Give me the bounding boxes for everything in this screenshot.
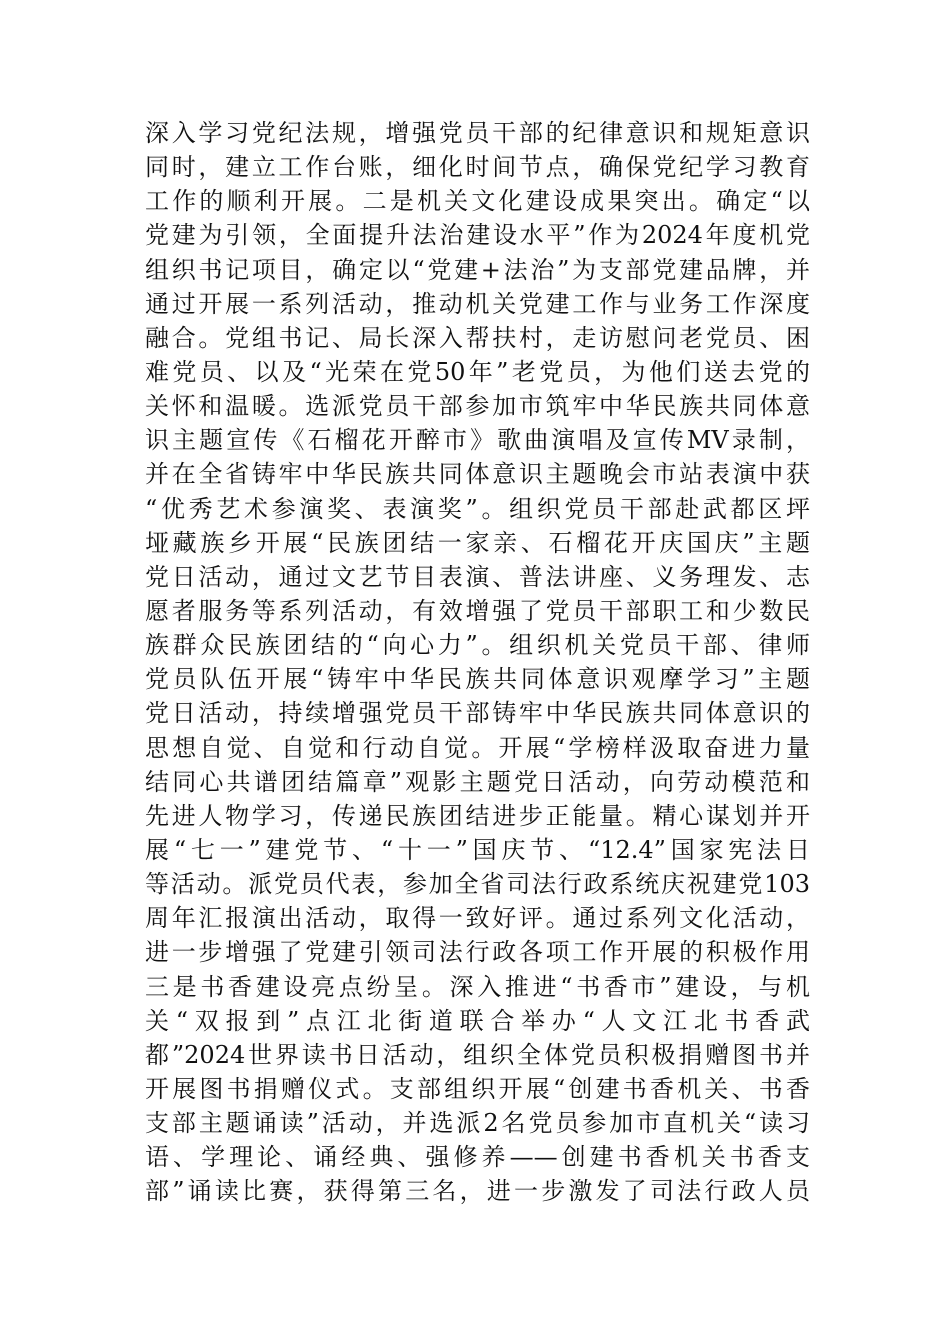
text-line: 愿者服务等系列活动，有效增强了党员干部职工和少数民 — [145, 596, 810, 625]
text-line: “优秀艺术参演奖、表演奖”。组织党员干部赴武都区坪 — [145, 494, 810, 523]
text-line: 三是书香建设亮点纷呈。深入推进“书香市”建设，与机 — [145, 972, 810, 1001]
text-line: 通过开展一系列活动，推动机关党建工作与业务工作深度 — [145, 289, 810, 318]
text-line: 思想自觉、自觉和行动自觉。开展“学榜样汲取奋进力量 — [145, 733, 810, 762]
text-line: 识主题宣传《石榴花开醉市》歌曲演唱及宣传MV录制， — [145, 426, 810, 455]
text-line: 关怀和温暖。选派党员干部参加市筑牢中华民族共同体意 — [145, 392, 810, 421]
text-line: 族群众民族团结的“向心力”。组织机关党员干部、律师 — [145, 631, 810, 660]
text-line: 关“双报到”点江北街道联合举办“人文江北书香武 — [145, 1006, 810, 1035]
text-line: 党员队伍开展“铸牢中华民族共同体意识观摩学习”主题 — [145, 665, 810, 694]
text-line: 先进人物学习，传递民族团结进步正能量。精心谋划并开 — [145, 801, 810, 830]
text-line: 语、学理论、诵经典、强修养——创建书香机关书香支 — [145, 1143, 810, 1172]
text-line: 深入学习党纪法规，增强党员干部的纪律意识和规矩意识 — [145, 119, 810, 147]
text-line: 融合。党组书记、局长深入帮扶村，走访慰问老党员、困 — [145, 323, 810, 352]
text-line: 结同心共谱团结篇章”观影主题党日活动，向劳动模范和 — [145, 767, 810, 796]
text-line: 工作的顺利开展。二是机关文化建设成果突出。确定“以 — [145, 187, 810, 216]
body-paragraph — [145, 116, 810, 1209]
text-line: 等活动。派党员代表，参加全省司法行政系统庆祝建党103 — [145, 870, 810, 899]
text-line: 展“七一”建党节、“十一”国庆节、“12.4”国家宪法日 — [145, 835, 810, 864]
text-line: 组织书记项目，确定以“党建+法治”为支部党建品牌，并 — [145, 255, 810, 284]
text-line: 并在全省铸牢中华民族共同体意识主题晚会市站表演中获 — [145, 460, 810, 489]
text-line: 部”诵读比赛，获得第三名，进一步激发了司法行政人员 — [145, 1177, 810, 1206]
text-line: 支部主题诵读”活动，并选派2名党员参加市直机关“读习 — [145, 1109, 810, 1138]
text-line: 垭藏族乡开展“民族团结一家亲、石榴花开庆国庆”主题 — [145, 528, 810, 557]
text-line: 开展图书捐赠仪式。支部组织开展“创建书香机关、书香 — [145, 1074, 810, 1103]
text-line: 难党员、以及“光荣在党50年”老党员，为他们送去党的 — [145, 357, 810, 386]
text-line: 党日活动，持续增强党员干部铸牢中华民族共同体意识的 — [145, 699, 810, 728]
text-line: 同时，建立工作台账，细化时间节点，确保党纪学习教育 — [145, 153, 810, 182]
text-line: 进一步增强了党建引领司法行政各项工作开展的积极作用 — [145, 938, 810, 967]
text-line: 周年汇报演出活动，取得一致好评。通过系列文化活动， — [145, 904, 810, 933]
text-line: 都”2024世界读书日活动，组织全体党员积极捐赠图书并 — [145, 1040, 810, 1069]
text-line: 党日活动，通过文艺节目表演、普法讲座、义务理发、志 — [145, 562, 810, 591]
text-line: 党建为引领，全面提升法治建设水平”作为2024年度机党 — [145, 221, 810, 250]
